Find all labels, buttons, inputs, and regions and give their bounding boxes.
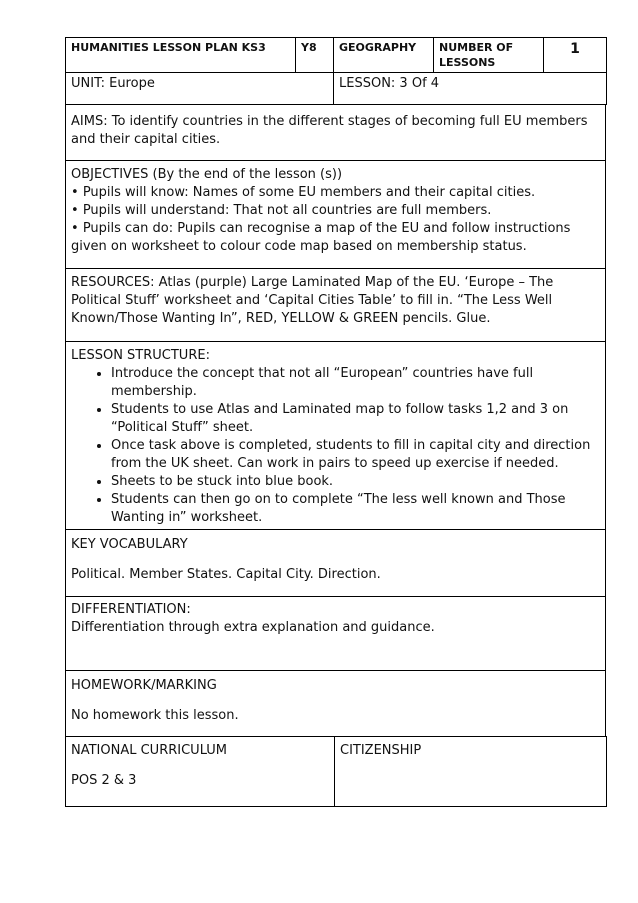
year-group: Y8 [296, 38, 334, 73]
national-curriculum-section [66, 737, 335, 807]
homework-text: No homework this lesson. [71, 708, 239, 723]
lesson-structure-section [66, 342, 606, 530]
key-vocabulary-heading: KEY VOCABULARY [71, 537, 188, 552]
lesson-structure-list [71, 365, 600, 527]
list-item: • Sheets to be stuck into blue book. [111, 473, 600, 491]
number-of-lessons-value: 1 [544, 38, 607, 73]
resources-section [66, 269, 606, 342]
resources-text: RESOURCES: Atlas (purple) Large Laminated Map of the EU. ‘Europe – The Political Stuff’ worksheet and ‘Capital Cities Table’ to fill in. “The Less Well Known/Those Wanting In”, RED, YELLOW & GREEN pencils. Glue. [71, 275, 554, 326]
objectives-heading: OBJECTIVES (By the end of the lesson (s)) [71, 167, 343, 182]
objective-item: • Pupils will understand: That not all countries are full members. [71, 203, 492, 218]
footer-table [65, 736, 607, 807]
lesson-structure-heading: LESSON STRUCTURE: [71, 348, 210, 363]
homework-section [66, 671, 606, 737]
objective-text: Pupils will know: Names of some EU members and their capital cities. [82, 185, 536, 200]
key-vocabulary-section [66, 530, 606, 597]
objective-text: Pupils will understand: That not all countries are full members. [82, 203, 492, 218]
plan-title: HUMANITIES LESSON PLAN KS3 [66, 38, 296, 73]
list-item: • Students can then go on to complete “The less well known and Those Wanting in” worksheet. [111, 491, 600, 527]
differentiation-heading: DIFFERENTIATION: [71, 602, 191, 617]
national-curriculum-heading: NATIONAL CURRICULUM [71, 743, 228, 758]
objectives-section [66, 161, 606, 269]
differentiation-text: Differentiation through extra explanation and guidance. [71, 620, 435, 635]
list-item: • Introduce the concept that not all “European” countries have full membership. [111, 365, 600, 401]
objective-item: • Pupils will know: Names of some EU members and their capital cities. [71, 185, 536, 200]
citizenship-section [335, 737, 607, 807]
lesson-plan-sheet [65, 37, 606, 807]
unit-field: UNIT: Europe [66, 73, 334, 105]
objective-text: Pupils can do: Pupils can recognise a map of the EU and follow instructions given on worksheet to colour code map based on membership status. [71, 221, 571, 254]
body-table [65, 104, 606, 737]
objective-item: • Pupils can do: Pupils can recognise a map of the EU and follow instructions given on worksheet to colour code map based on membership status. [71, 221, 571, 254]
aims-section [66, 105, 606, 161]
list-item: • Students to use Atlas and Laminated map to follow tasks 1,2 and 3 on “Political Stuff” sheet. [111, 401, 600, 437]
homework-heading: HOMEWORK/MARKING [71, 678, 217, 693]
list-item: • Once task above is completed, students to fill in capital city and direction from the UK sheet. Can work in pairs to speed up exercise if needed. [111, 437, 600, 473]
differentiation-section [66, 597, 606, 671]
number-of-lessons-label: NUMBER OF LESSONS [434, 38, 544, 73]
subject: GEOGRAPHY [334, 38, 434, 73]
header-table [65, 37, 607, 73]
aims-text: AIMS: To identify countries in the different stages of becoming full EU members and their capital cities. [71, 114, 588, 147]
key-vocabulary-text: Political. Member States. Capital City. Direction. [71, 567, 381, 582]
citizenship-heading: CITIZENSHIP [340, 743, 422, 758]
unit-lesson-table [65, 72, 607, 105]
national-curriculum-text: POS 2 & 3 [71, 773, 137, 788]
lesson-field: LESSON: 3 Of 4 [334, 73, 607, 105]
